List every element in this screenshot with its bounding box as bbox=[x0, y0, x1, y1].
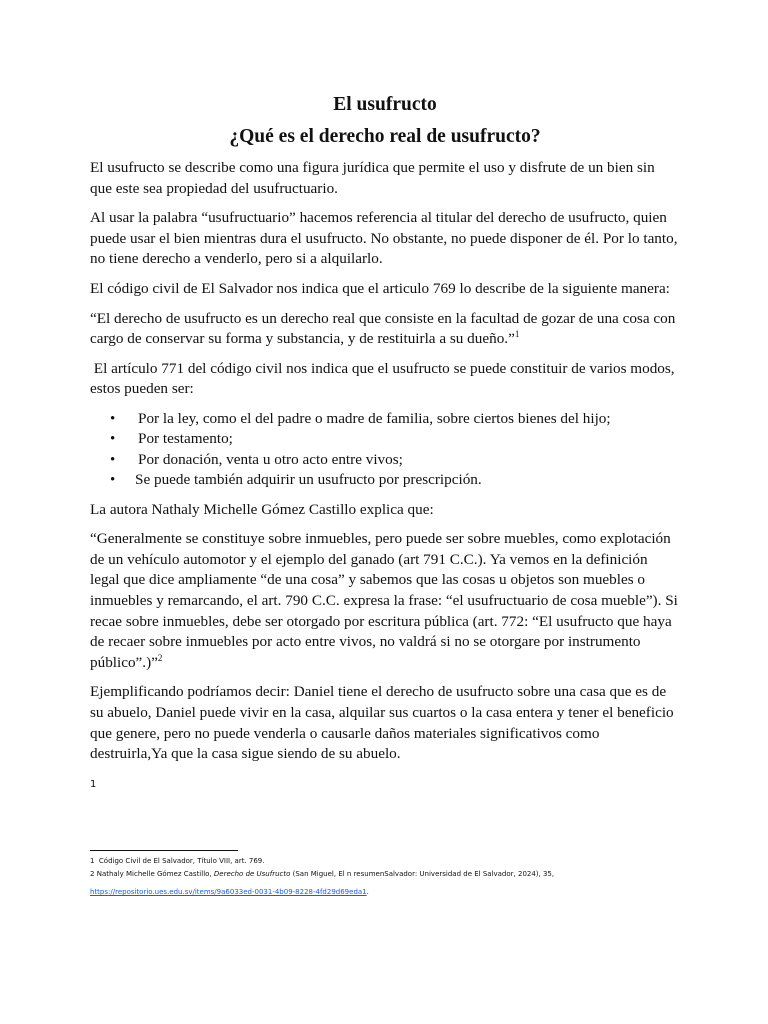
quote-gomez-text: “Generalmente se constituye sobre inmuebles, pero puede ser sobre muebles, como explotación de un vehículo automotor y el ejemplo del ganado (art 791 C.C.). Ya vemos en la definición legal que dice ampliamente “de una cosa” y sabemos que las cosas u objetos son muebles o inmuebles y remarcando, el art. 790 C.C. expresa la frase: “el usufructuario de cosa mueble”). Si recae sobre inmuebles, debe ser otorgado por escritura pública (art. 772: “El usufructo que haya de recaer sobre inmuebles por acto entre vivos, no valdrá si no se otorgare por instrumento público”.)” bbox=[90, 530, 678, 671]
paragraph-codigo-civil: El código civil de El Salvador nos indica que el articulo 769 lo describe de la siguiente manera: bbox=[90, 279, 670, 297]
footnote-ref-1[interactable]: 1 bbox=[514, 329, 520, 340]
document-title: El usufructo bbox=[333, 94, 437, 115]
paragraph-autora: La autora Nathaly Michelle Gómez Castillo explica que: bbox=[90, 500, 434, 518]
list-item: • Por la ley, como el del padre o madre de familia, sobre ciertos bienes del hijo; bbox=[90, 409, 680, 429]
list-item: • Por donación, venta u otro acto entre vivos; bbox=[90, 450, 680, 470]
paragraph-quote-gomez bbox=[90, 529, 680, 673]
paragraph-quote-769 bbox=[90, 309, 680, 350]
list-item: • Se puede también adquirir un usufructo por prescripción. bbox=[90, 470, 680, 490]
document-body bbox=[90, 92, 680, 790]
footnote-1: 1 Código Civil de El Salvador, Título VIII, art. 769. bbox=[90, 857, 265, 865]
quote-769-text: “El derecho de usufructo es un derecho real que consiste en la facultad de gozar de una cosa con cargo de conservar su forma y substancia, y de restituirla a su dueño.” bbox=[90, 309, 676, 348]
modes-list bbox=[90, 409, 680, 491]
footnote-2-link-line: https://repositorio.ues.edu.sv/items/9a6033ed-0031-4b09-8228-4fd29d69eda1. bbox=[90, 881, 690, 899]
paragraph-definition: El usufructo se describe como una figura jurídica que permite el uso y disfrute de un bien sin que este sea propiedad del usufructuario. bbox=[90, 159, 655, 197]
footnote-separator bbox=[90, 850, 238, 851]
paragraph-articulo-771: El artículo 771 del código civil nos indica que el usufructo se puede constituir de varios modos, estos pueden ser: bbox=[90, 359, 679, 398]
footnote-2-title: Derecho de Usufructo bbox=[213, 870, 291, 878]
document-subtitle: ¿Qué es el derecho real de usufructo? bbox=[229, 126, 541, 147]
bullet-icon: • bbox=[110, 410, 116, 427]
footnotes-section bbox=[90, 850, 690, 899]
footnote-ref-2[interactable]: 2 bbox=[157, 652, 163, 663]
footnote-2-link[interactable]: https://repositorio.ues.edu.sv/items/9a6033ed-0031-4b09-8228-4fd29d69eda1 bbox=[90, 888, 367, 896]
page-marker: 1 bbox=[90, 778, 97, 790]
footnote-2: 2 Nathaly Michelle Gómez Castillo, Derecho de Usufructo (San Miguel, El n resumenSalvador: Universidad de El Salvador, 2024), 35, bbox=[90, 870, 555, 878]
bullet-icon: • bbox=[110, 451, 116, 468]
paragraph-usufructuario: Al usar la palabra “usufructuario” hacemos referencia al titular del derecho de usufructo, quien puede usar el bien mientras dura el usufructo. No obstante, no puede disponer de él. Por lo tanto, no tiene derecho a venderlo, pero si a alquilarlo. bbox=[90, 209, 678, 268]
list-item: • Por testamento; bbox=[90, 429, 680, 449]
bullet-icon: • bbox=[110, 431, 116, 448]
bullet-icon: • bbox=[110, 472, 116, 489]
paragraph-ejemplo: Ejemplificando podríamos decir: Daniel tiene el derecho de usufructo sobre una casa que es de su abuelo, Daniel puede vivir en la casa, alquilar sus cuartos o la casa entera y tener el beneficio que genere, pero no puede venderla o causarle daños materiales significativos como destruirla,Ya que la casa sigue siendo de su abuelo. bbox=[90, 683, 674, 763]
